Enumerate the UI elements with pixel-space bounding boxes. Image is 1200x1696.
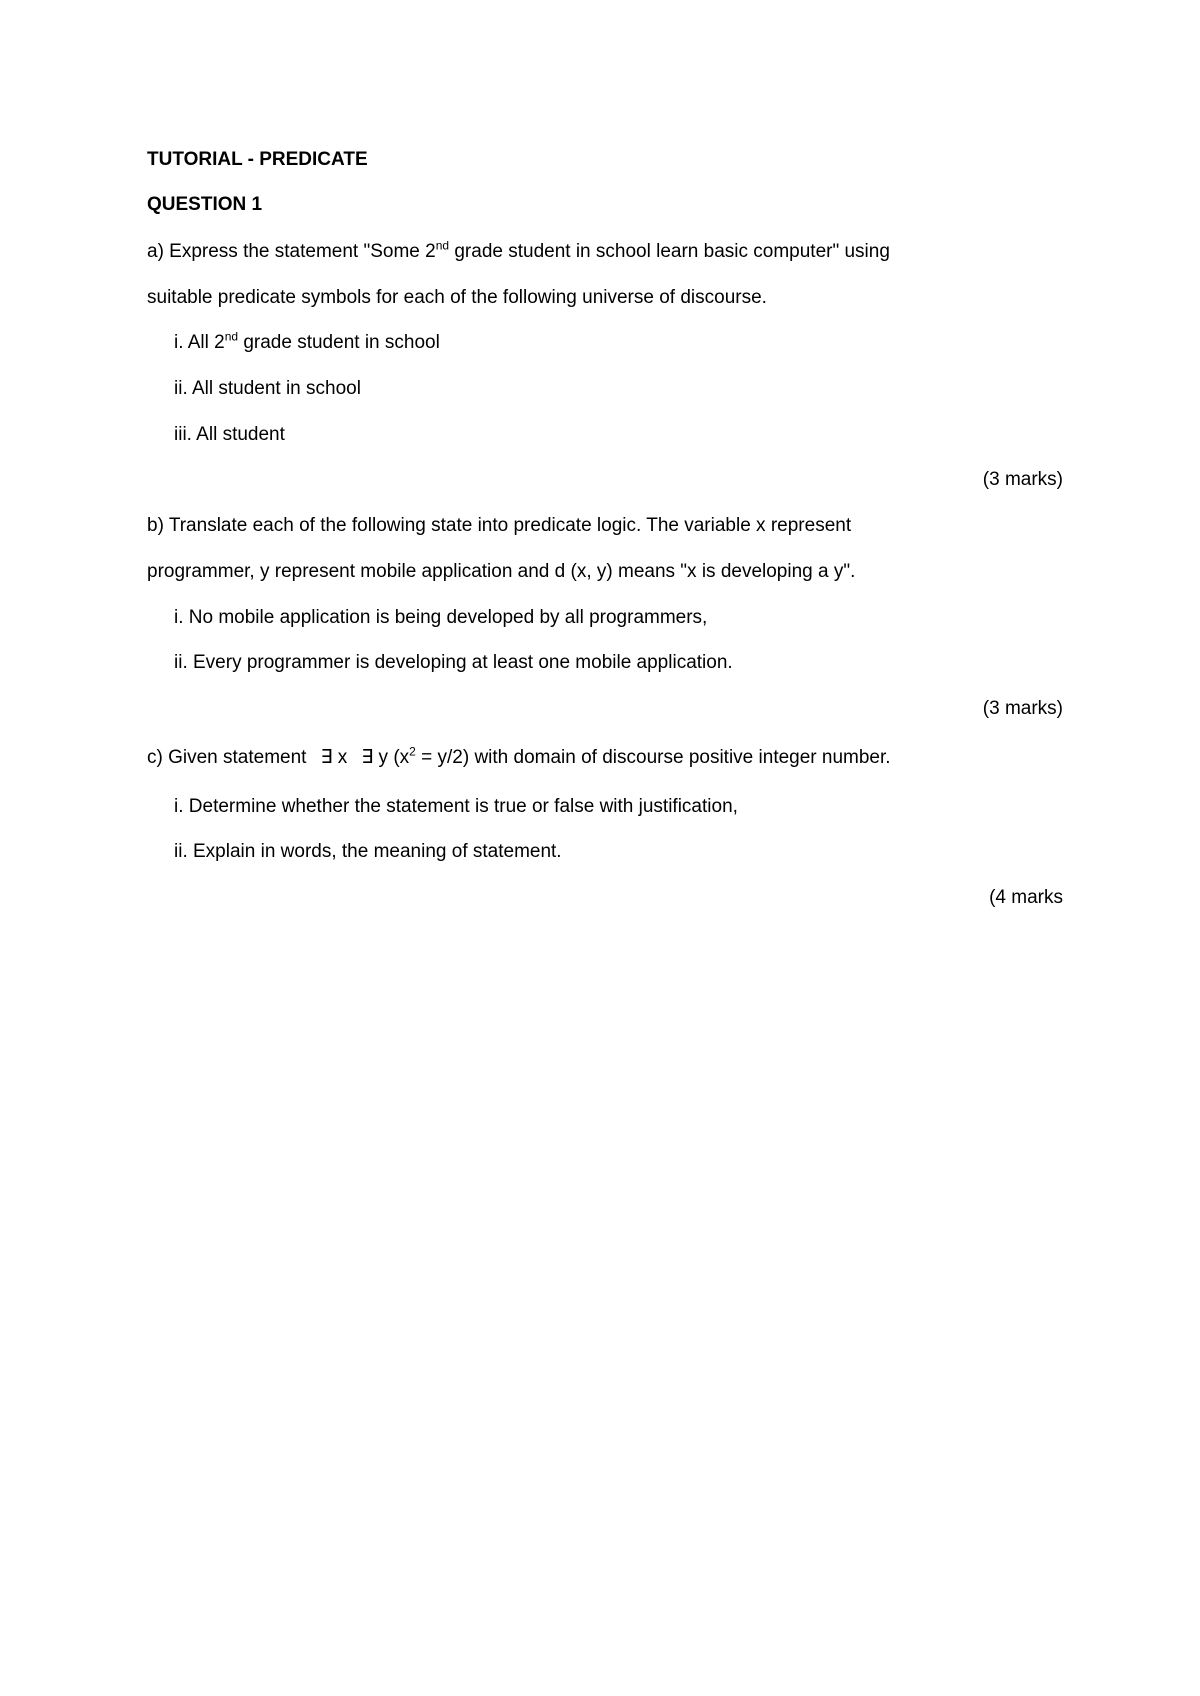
part-b-prompt-line-2: programmer, y represent mobile application and d (x, y) means "x is developing a y". xyxy=(147,561,856,582)
part-c-item-1: i. Determine whether the statement is true or false with justification, xyxy=(174,796,738,817)
exponent-superscript: 2 xyxy=(409,744,416,759)
part-c-expression-cont: = y/2) with domain of discourse positive integer number. xyxy=(415,747,891,768)
part-a-item1-text-cont: grade student in school xyxy=(238,332,440,353)
part-c-item-2: ii. Explain in words, the meaning of statement. xyxy=(174,841,562,862)
part-a-item-2: ii. All student in school xyxy=(174,378,361,399)
exists-quantifier-y: ∃ y xyxy=(361,747,389,768)
part-b-marks: (3 marks) xyxy=(982,698,1063,719)
part-a-line1-text-cont: grade student in school learn basic computer" using xyxy=(449,241,890,262)
part-a-prompt-line-1 xyxy=(147,240,890,264)
part-b-item-1: i. No mobile application is being developed by all programmers, xyxy=(174,607,708,628)
part-c-prompt-line-1 xyxy=(147,746,891,770)
question-heading: QUESTION 1 xyxy=(147,194,263,215)
part-c-prefix: c) Given statement xyxy=(147,747,307,768)
part-b-item-2: ii. Every programmer is developing at least one mobile application. xyxy=(174,652,733,673)
part-c-marks: (4 marks xyxy=(989,887,1063,908)
part-a-item1-text: i. All 2 xyxy=(174,332,225,353)
ordinal-superscript: nd xyxy=(435,238,450,253)
part-a-item-1 xyxy=(174,331,440,355)
part-a-item-3: iii. All student xyxy=(174,424,285,445)
part-a-marks: (3 marks) xyxy=(982,469,1063,490)
part-b-prompt-line-1: b) Translate each of the following state into predicate logic. The variable x represent xyxy=(147,515,852,536)
part-a-line1-text: a) Express the statement "Some 2 xyxy=(147,241,436,262)
part-a-prompt-line-2: suitable predicate symbols for each of the following universe of discourse. xyxy=(147,287,767,308)
document-title: TUTORIAL - PREDICATE xyxy=(147,149,368,170)
exists-quantifier-x: ∃ x xyxy=(320,747,348,768)
ordinal-superscript: nd xyxy=(224,329,239,344)
part-c-expression: (x xyxy=(393,747,410,768)
